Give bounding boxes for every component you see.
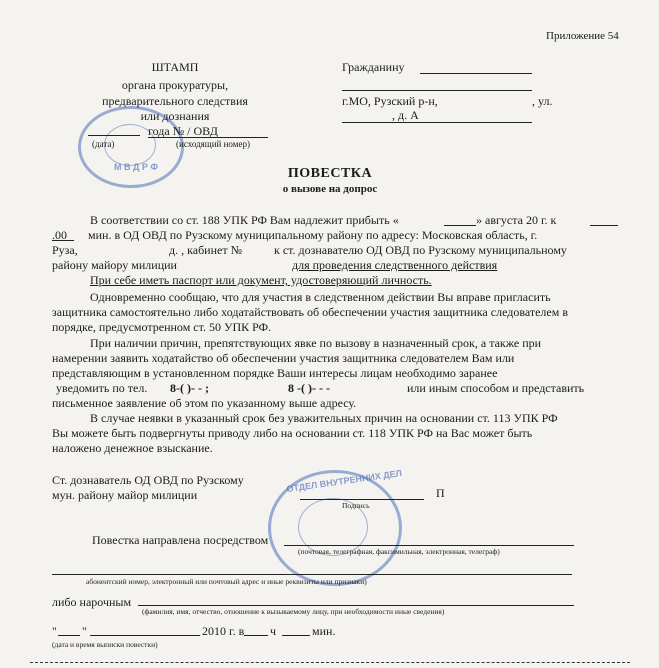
p2-passport-note: При себе иметь паспорт или документ, удостоверяющий личность. [90, 273, 432, 287]
p1-line3-officer: к ст. дознавателю ОД ОВД по Рузскому муниципальному [274, 243, 567, 257]
stamp-investigation-line: предварительного следствия [102, 94, 248, 108]
sent-via-caption-2: абонентский номер, электронный или почтовый адрес и иные реквизиты или признаки) [86, 577, 367, 586]
date-year: 2010 г. в [202, 624, 245, 638]
date-caption-bottom: (дата и время выписки повестки) [52, 640, 158, 649]
p1-line2-hour: .00 [52, 228, 67, 242]
p4-line5: письменное заявление об этом по указанному выше адресу. [52, 396, 357, 410]
date-hour-label: ч [270, 624, 277, 638]
phone-number-1: 8-( )- - ; [170, 381, 209, 395]
sent-via-label: Повестка направлена посредством [92, 533, 269, 547]
signature-title-line2: мун. району майор милиции [52, 488, 198, 502]
stamp-heading: ШТАМП [151, 60, 199, 74]
cut-line [30, 662, 630, 663]
p1-line4-purpose: для проведения следственного действия [292, 258, 498, 272]
hand-delivery-label: либо нарочным [52, 595, 132, 609]
stamp-right-text: ОТДЕЛ ВНУТРЕННИХ ДЕЛ [285, 467, 403, 495]
p4-line2: намерении заявить ходатайство об обеспечении участия защитника следователем Вам или [52, 351, 515, 365]
sent-via-caption-1: (почтовая, телеграфная, факсимильная, электронная, телеграф) [298, 547, 500, 556]
p1-line1-date: » августа 20 г. к [476, 213, 557, 227]
signature-title-line1: Ст. дознаватель ОД ОВД по Рузскому [52, 473, 244, 487]
date-minute-label: мин. [312, 624, 336, 638]
stamp-date-number: года № / ОВД [148, 124, 218, 138]
p4-line4-notify: уведомить по тел. [56, 381, 148, 395]
addressee-district: г.МО, Рузский р-н, [342, 94, 438, 108]
p4-line4-other: или иным способом и представить [407, 381, 585, 395]
p1-line2: мин. в ОД ОВД по Рузскому муниципальному району по адресу: Московская область, г. [88, 228, 538, 242]
stamp-left-text: М В Д Р Ф [114, 162, 159, 172]
p3-line3: порядке, предусмотренном ст. 50 УПК РФ. [52, 320, 272, 334]
p3-line2: защитника самостоятельно либо ходатайствовать об обеспечении участия защитника следователем в [52, 305, 569, 319]
p4-line1: При наличии причин, препятствующих явке по вызову в назначенный срок, а также при [90, 336, 542, 350]
appendix-label: Приложение 54 [546, 30, 619, 42]
document-subtitle: о вызове на допрос [282, 183, 378, 195]
p1-line3-office: д. , кабинет № [169, 243, 243, 257]
hand-delivery-caption: (фамилия, имя, отчество, отношение к вызываемому лицу, при необходимости иные сведения) [142, 607, 445, 616]
p5-line3: наложено денежное взыскание. [52, 441, 213, 455]
p5-line2: Вы можете быть подвергнуты приводу либо на основании ст. 118 УПК РФ на Вас может быть [52, 426, 533, 440]
date-quote-close: " [82, 624, 87, 638]
stamp-inquiry-line: или дознания [140, 109, 210, 123]
p1-line1: В соответствии со ст. 188 УПК РФ Вам надлежит прибыть « [90, 213, 399, 227]
p1-line3-city: Руза, [52, 243, 78, 257]
date-caption: (дата) [92, 139, 115, 149]
p5-line1: В случае неявки в указанный срок без уважительных причин на основании ст. 113 УПК РФ [90, 411, 558, 425]
signature-caption: Подпись [342, 501, 370, 510]
signature-initial: П [436, 486, 445, 500]
addressee-street: , ул. [532, 94, 553, 108]
p3-line1: Одновременно сообщаю, что для участия в следственном действии Вы вправе пригласить [90, 290, 551, 304]
stamp-org-line: органа прокуратуры, [121, 78, 229, 92]
date-quote-open: " [52, 624, 57, 638]
p1-line4-rank: району майору милиции [52, 258, 177, 272]
p4-line3: представляющим в установленном порядке Ваши интересы лицам необходимо заранее [52, 366, 498, 380]
document-title: ПОВЕСТКА [287, 166, 373, 181]
phone-number-2: 8 -( )- - - [288, 381, 330, 395]
number-caption: (исходящий номер) [176, 139, 250, 149]
addressee-label: Гражданину [342, 60, 405, 74]
addressee-house: , д. А [392, 108, 419, 122]
